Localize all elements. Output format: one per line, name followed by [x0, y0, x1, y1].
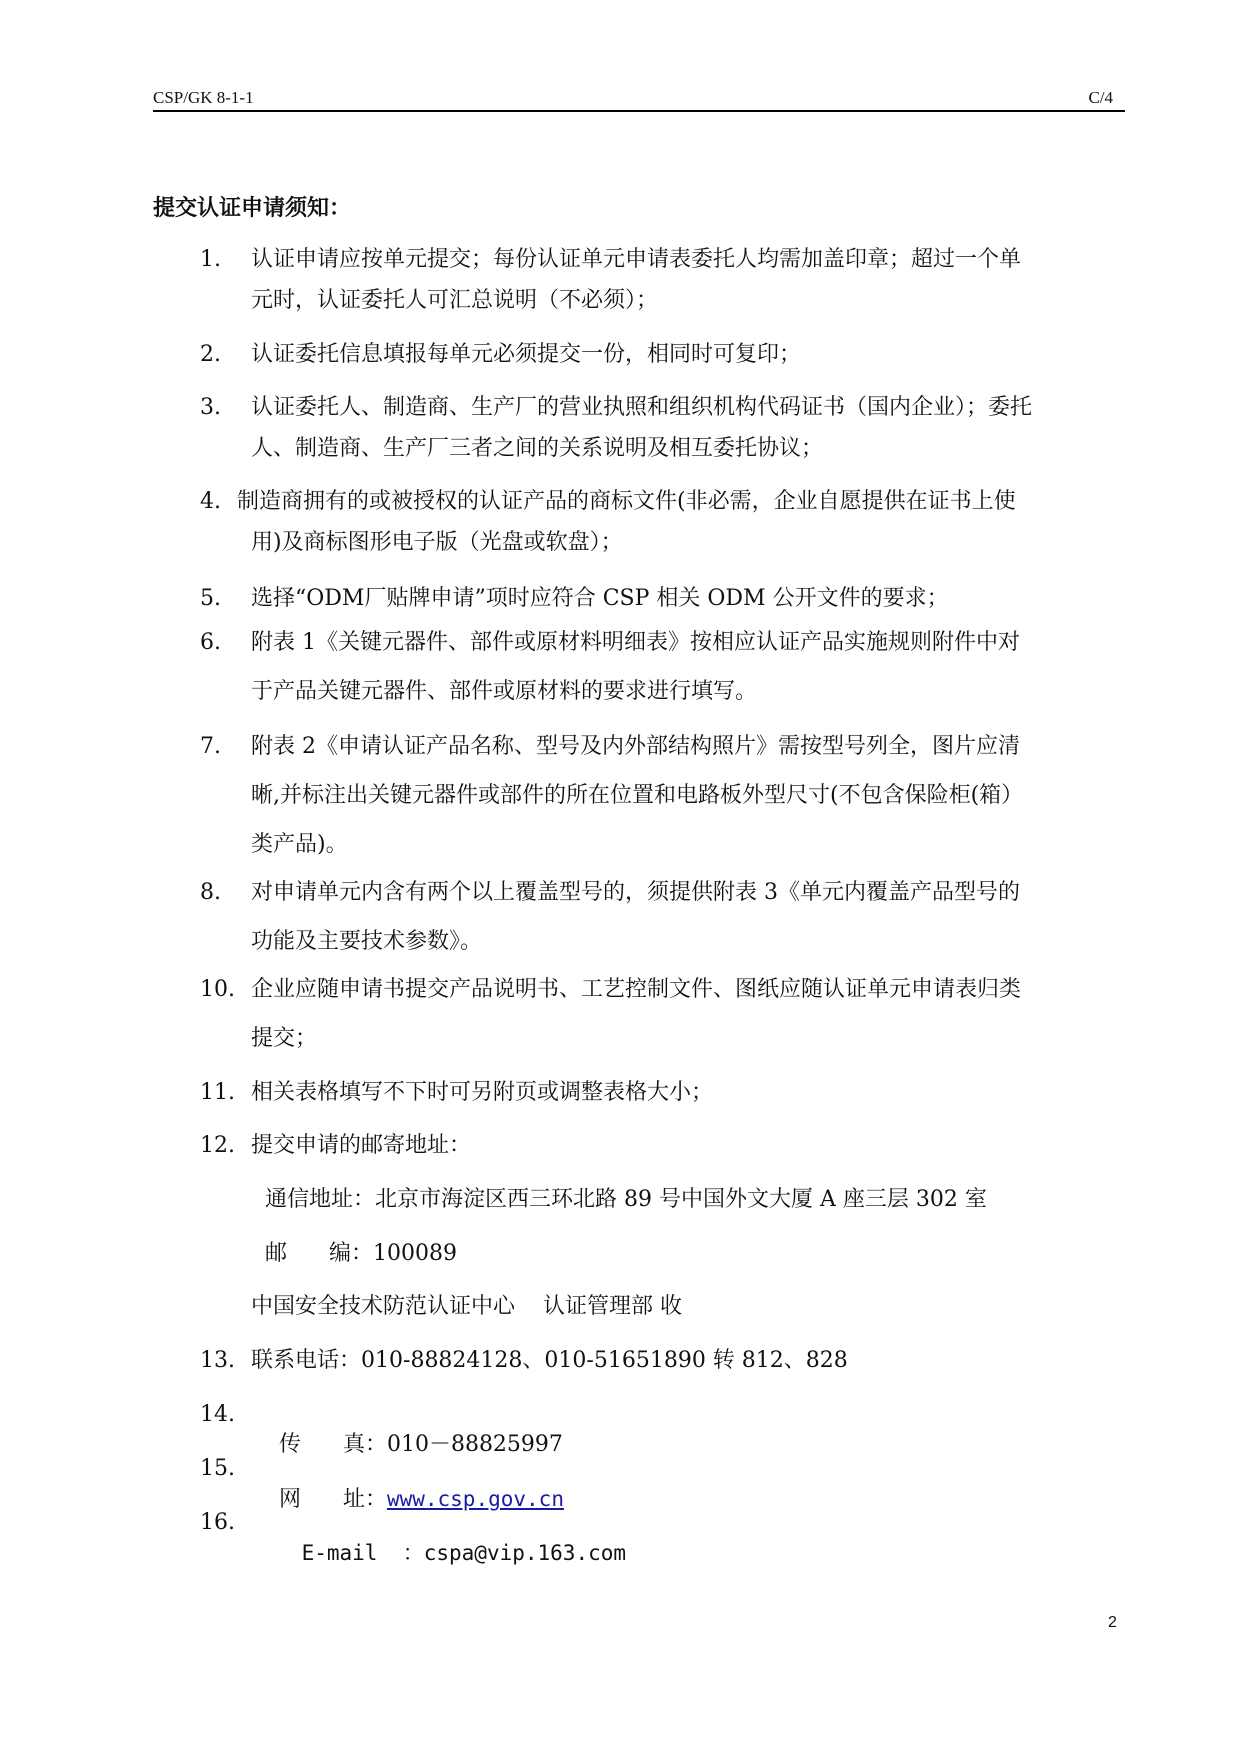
item-text: 人、制造商、生产厂三者之间的关系说明及相互委托协议；: [251, 436, 824, 461]
item-number: 3.: [200, 395, 221, 420]
item-text: 认证申请应按单元提交；每份认证单元申请表委托人均需加盖印章；超过一个单: [251, 247, 1022, 272]
item-text: 附表 2《申请认证产品名称、型号及内外部结构照片》需按型号列全，图片应清: [251, 734, 1020, 759]
document-code: CSP/GK 8-1-1: [153, 88, 254, 107]
email-value: cspa@vip.163.com: [423, 1541, 627, 1565]
postcode-value: 100089: [372, 1241, 457, 1266]
phone-line: [251, 1346, 848, 1376]
item-text: 用)及商标图形电子版（光盘或软盘）；: [251, 530, 623, 555]
item-text: 功能及主要技术参数》。: [251, 929, 483, 954]
item-number: 4.: [200, 489, 221, 514]
item-text: 相关表格填写不下时可另附页或调整表格大小；: [251, 1080, 714, 1105]
item-number: 2.: [200, 342, 221, 367]
website-label: 网 址：: [278, 1487, 387, 1512]
item-number: 15.: [200, 1456, 235, 1481]
item-number: 16.: [200, 1510, 235, 1535]
item-text: 晰,并标注出关键元器件或部件的所在位置和电路板外型尺寸(不包含保险柜(箱）: [251, 783, 1024, 808]
item-text: 提交申请的邮寄地址：: [251, 1133, 472, 1158]
mailing-recipient: 中国安全技术防范认证中心 认证管理部 收: [251, 1294, 682, 1319]
fax-value: 010－88825997: [386, 1432, 563, 1457]
item-text: 选择“ODM厂贴牌申请”项时应符合 CSP 相关 ODM 公开文件的要求；: [251, 586, 949, 611]
item-number: 7.: [200, 734, 221, 759]
page-header: [153, 88, 1125, 112]
mailing-address: [265, 1185, 987, 1215]
postcode-label: 邮 编：: [265, 1241, 373, 1266]
item-text: 于产品关键元器件、部件或原材料的要求进行填写。: [251, 679, 758, 704]
mailing-postcode: [265, 1239, 457, 1269]
item-number: 5.: [200, 586, 221, 611]
page-number: 2: [1108, 1614, 1117, 1631]
item-text: 认证委托人、制造商、生产厂的营业执照和组织机构代码证书（国内企业）；委托: [251, 395, 1033, 420]
address-value: 北京市海淀区西三环北路 89 号中国外文大厦 A 座三层 302 室: [375, 1187, 987, 1212]
revision-code: C/4: [1088, 88, 1113, 107]
item-text: 认证委托信息填报每单元必须提交一份，相同时可复印；: [251, 342, 802, 367]
item-number: 13.: [200, 1348, 235, 1373]
item-number: 8.: [200, 880, 221, 905]
item-number: 6.: [200, 630, 221, 655]
item-text: 提交；: [251, 1026, 318, 1051]
phone-label: 联系电话：: [251, 1348, 362, 1373]
item-text: 元时，认证委托人可汇总说明（不必须）；: [251, 288, 659, 313]
email-line: [251, 1508, 626, 1598]
fax-label: 传 真：: [278, 1432, 387, 1457]
phone-value: 010-88824128、010-51651890 转 812、828: [361, 1348, 848, 1373]
website-link[interactable]: www.csp.gov.cn: [386, 1487, 564, 1511]
item-number: 1.: [200, 247, 221, 272]
item-text: 附表 1《关键元器件、部件或原材料明细表》按相应认证产品实施规则附件中对: [251, 630, 1020, 655]
item-number: 14.: [200, 1402, 235, 1427]
item-number: 11.: [200, 1080, 235, 1105]
email-label: E-mail ：: [301, 1541, 424, 1565]
address-label: 通信地址：: [265, 1187, 376, 1212]
item-number: 12.: [200, 1133, 235, 1158]
item-text: 制造商拥有的或被授权的认证产品的商标文件(非必需，企业自愿提供在证书上使: [237, 489, 1016, 514]
item-text: 对申请单元内含有两个以上覆盖型号的，须提供附表 3《单元内覆盖产品型号的: [251, 880, 1020, 905]
item-text: 类产品)。: [251, 832, 348, 857]
item-number: 10.: [200, 977, 235, 1002]
item-text: 企业应随申请书提交产品说明书、工艺控制文件、图纸应随认证单元申请表归类: [251, 977, 1022, 1002]
notice-title: 提交认证申请须知：: [153, 195, 352, 221]
